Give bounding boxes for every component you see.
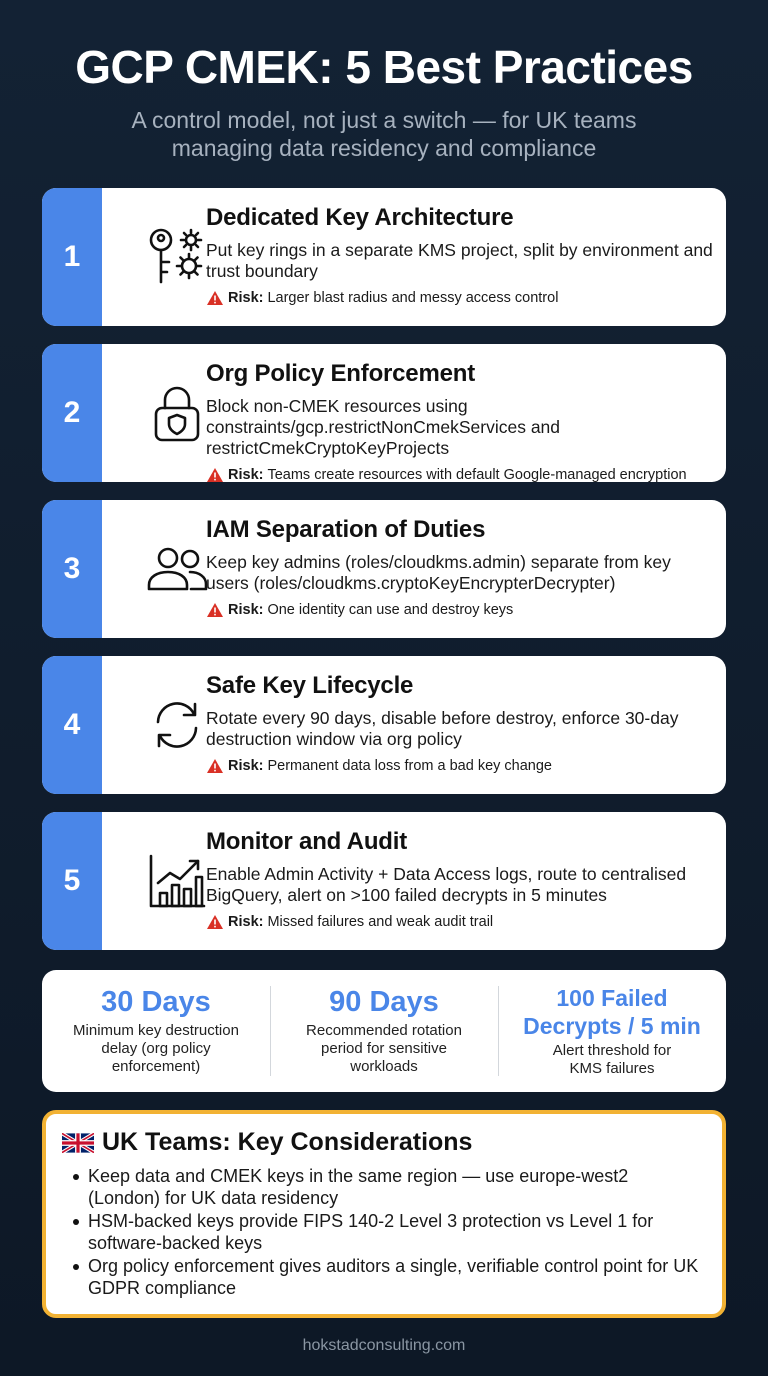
practice-description: Block non-CMEK resources using constraints/gcp.restrictNonCmekServices and restrictCmekCryptoKeyProjects xyxy=(206,396,561,458)
stat-caption: Minimum key destruction delay (org policy enforcement) xyxy=(73,1022,239,1075)
risk-label: Risk: xyxy=(228,290,264,306)
risk-line xyxy=(206,914,716,930)
practice-number: 2 xyxy=(42,344,102,482)
list-item: HSM-backed keys provide FIPS 140-2 Level 3 protection vs Level 1 for software-backed keys xyxy=(62,1210,704,1254)
risk-text: Missed failures and weak audit trail xyxy=(267,914,494,930)
uk-list xyxy=(62,1165,704,1299)
page-subtitle: A control model, not just a switch — for UK teams managing data residency and compliance xyxy=(131,107,637,161)
risk-line xyxy=(206,290,716,306)
practice-card-2 xyxy=(42,344,726,482)
page-title: GCP CMEK: 5 Best Practices xyxy=(75,41,693,93)
risk-text: Larger blast radius and messy access control xyxy=(267,290,559,306)
risk-label: Risk: xyxy=(228,467,264,482)
practice-title: Safe Key Lifecycle xyxy=(206,672,414,699)
stat-alert-threshold xyxy=(498,970,726,1092)
stat-value: 90 Days xyxy=(329,986,439,1018)
risk-line xyxy=(206,602,716,618)
warning-icon xyxy=(206,467,224,482)
stat-destruction-delay xyxy=(42,970,270,1092)
risk-text: Teams create resources with default Google-managed encryption xyxy=(267,467,687,482)
practice-title: IAM Separation of Duties xyxy=(206,516,486,543)
risk-label: Risk: xyxy=(228,602,264,618)
uk-considerations-panel xyxy=(42,1110,726,1318)
stat-value: 30 Days xyxy=(101,986,211,1018)
practice-description: Keep key admins (roles/cloudkms.admin) separate from key users (roles/cloudkms.cryptoKeyEncrypterDecrypter) xyxy=(206,552,671,593)
practice-number: 3 xyxy=(42,500,102,638)
stat-caption: Alert threshold for KMS failures xyxy=(552,1042,672,1077)
warning-icon xyxy=(206,602,224,618)
warning-icon xyxy=(206,758,224,774)
warning-icon xyxy=(206,914,224,930)
risk-line xyxy=(206,758,716,774)
uk-title: UK Teams: Key Considerations xyxy=(102,1128,473,1156)
stat-caption: Recommended rotation period for sensitive workloads xyxy=(306,1022,462,1075)
practice-number: 1 xyxy=(42,188,102,326)
footer-url[interactable]: hokstadconsulting.com xyxy=(302,1337,466,1354)
practice-card-5 xyxy=(42,812,726,950)
practice-description: Put key rings in a separate KMS project, split by environment and trust boundary xyxy=(206,240,713,281)
uk-flag-icon xyxy=(62,1133,94,1153)
practice-title: Dedicated Key Architecture xyxy=(206,204,514,231)
stats-panel xyxy=(42,970,726,1092)
practice-description: Enable Admin Activity + Data Access logs, route to centralised BigQuery, alert on >100 failed decrypts in 5 minutes xyxy=(206,864,687,905)
risk-label: Risk: xyxy=(228,758,264,774)
uk-heading xyxy=(62,1128,704,1157)
stat-value: 100 Failed Decrypts / 5 min xyxy=(523,985,701,1039)
practice-card-3 xyxy=(42,500,726,638)
practice-number: 5 xyxy=(42,812,102,950)
risk-label: Risk: xyxy=(228,914,264,930)
stat-rotation-period xyxy=(270,970,498,1092)
practice-card-1 xyxy=(42,188,726,326)
practice-card-4 xyxy=(42,656,726,794)
practice-number: 4 xyxy=(42,656,102,794)
risk-text: One identity can use and destroy keys xyxy=(267,602,514,618)
practice-title: Monitor and Audit xyxy=(206,828,407,855)
risk-text: Permanent data loss from a bad key change xyxy=(267,758,552,774)
warning-icon xyxy=(206,290,224,306)
list-item: Org policy enforcement gives auditors a single, verifiable control point for UK GDPR compliance xyxy=(62,1255,704,1299)
practice-description: Rotate every 90 days, disable before destroy, enforce 30-day destruction window via org policy xyxy=(206,708,679,749)
risk-line xyxy=(206,467,716,482)
list-item: Keep data and CMEK keys in the same region — use europe-west2 (London) for UK data residency xyxy=(62,1165,704,1209)
practice-title: Org Policy Enforcement xyxy=(206,360,475,387)
